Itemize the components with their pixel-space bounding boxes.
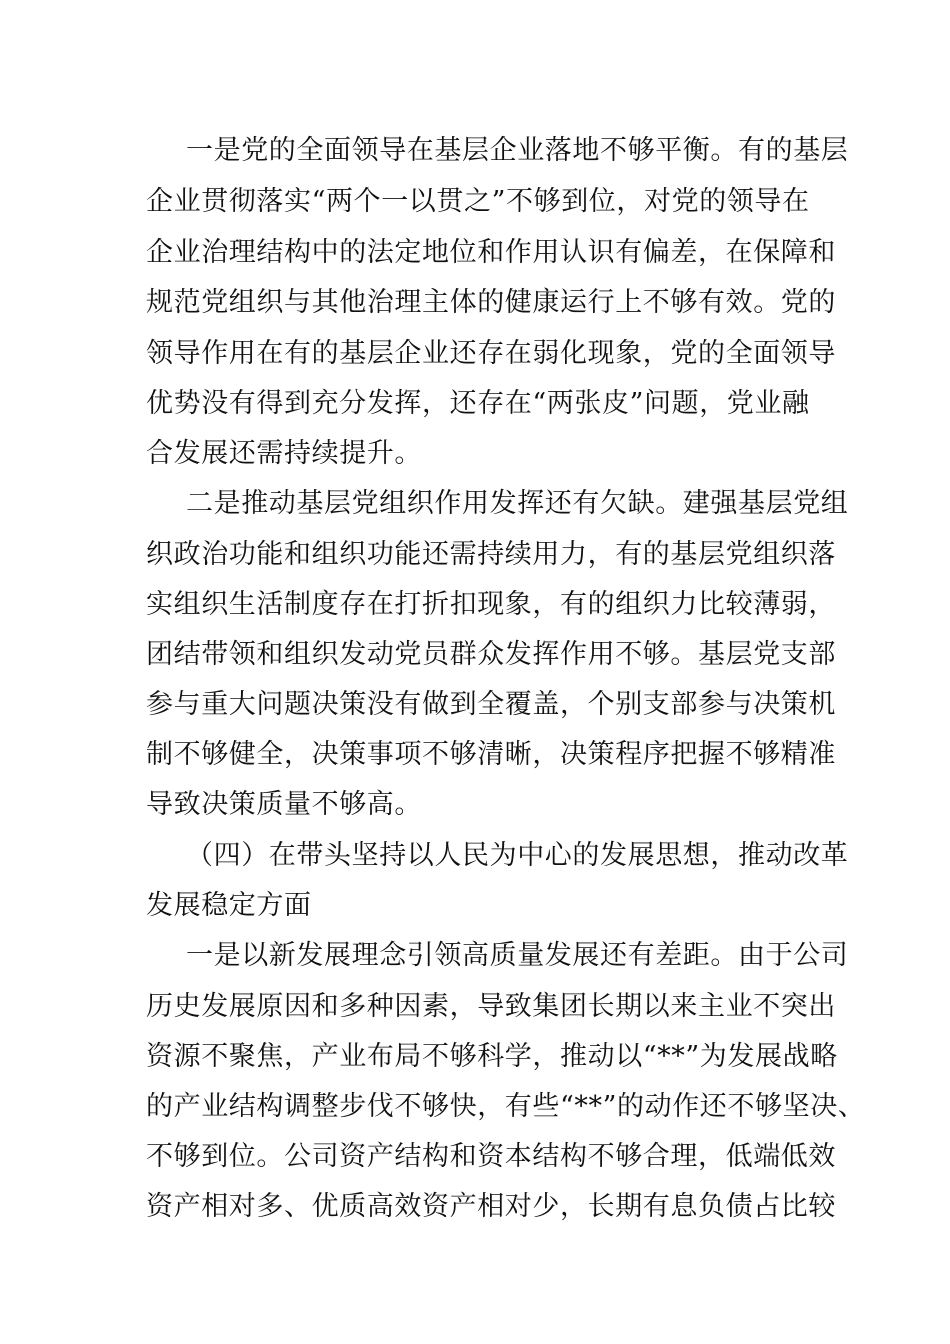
section-heading-line-2: 发展稳定方面 [146,890,312,921]
paragraph-line-3: 企业治理结构中的法定地位和作用认识有偏差，在保障和 [146,237,836,268]
paragraph-line-10: 实组织生活制度存在打折扣现象，有的组织力比较薄弱， [146,589,836,620]
section-heading-line-1: （四）在带头坚持以人民为中心的发展思想，推动改革 [186,840,849,871]
paragraph-line-18: 的产业结构调整步伐不够快，有些“**”的动作还不够坚决、 [146,1091,866,1122]
paragraph-line-2: 企业贯彻落实“两个一以贯之”不够到位，对党的领导在 [146,186,810,217]
paragraph-line-19: 不够到位。公司资产结构和资本结构不够合理，低端低效 [146,1141,836,1172]
paragraph-line-15: 一是以新发展理念引领高质量发展还有差距。由于公司 [186,940,849,971]
paragraph-line-4: 规范党组织与其他治理主体的健康运行上不够有效。党的 [146,287,836,318]
paragraph-line-12: 参与重大问题决策没有做到全覆盖，个别支部参与决策机 [146,689,836,720]
paragraph-line-6: 优势没有得到充分发挥，还存在“两张皮”问题，党业融 [146,388,810,419]
paragraph-line-5: 领导作用在有的基层企业还存在弱化现象，党的全面领导 [146,338,836,369]
paragraph-line-7: 合发展还需持续提升。 [146,438,422,469]
paragraph-line-17: 资源不聚焦，产业布局不够科学，推动以“**”为发展战略 [146,1041,838,1072]
paragraph-line-8: 二是推动基层党组织作用发挥还有欠缺。建强基层党组 [186,488,849,519]
paragraph-line-9: 织政治功能和组织功能还需持续用力，有的基层党组织落 [146,539,836,570]
paragraph-line-1: 一是党的全面领导在基层企业落地不够平衡。有的基层 [186,135,849,166]
paragraph-line-11: 团结带领和组织发动党员群众发挥作用不够。基层党支部 [146,639,836,670]
paragraph-line-14: 导致决策质量不够高。 [146,789,422,820]
paragraph-line-16: 历史发展原因和多种因素，导致集团长期以来主业不突出 [146,991,836,1022]
paragraph-line-20: 资产相对多、优质高效资产相对少，长期有息负债占比较 [146,1191,836,1222]
paragraph-line-13: 制不够健全，决策事项不够清晰，决策程序把握不够精准 [146,739,836,770]
